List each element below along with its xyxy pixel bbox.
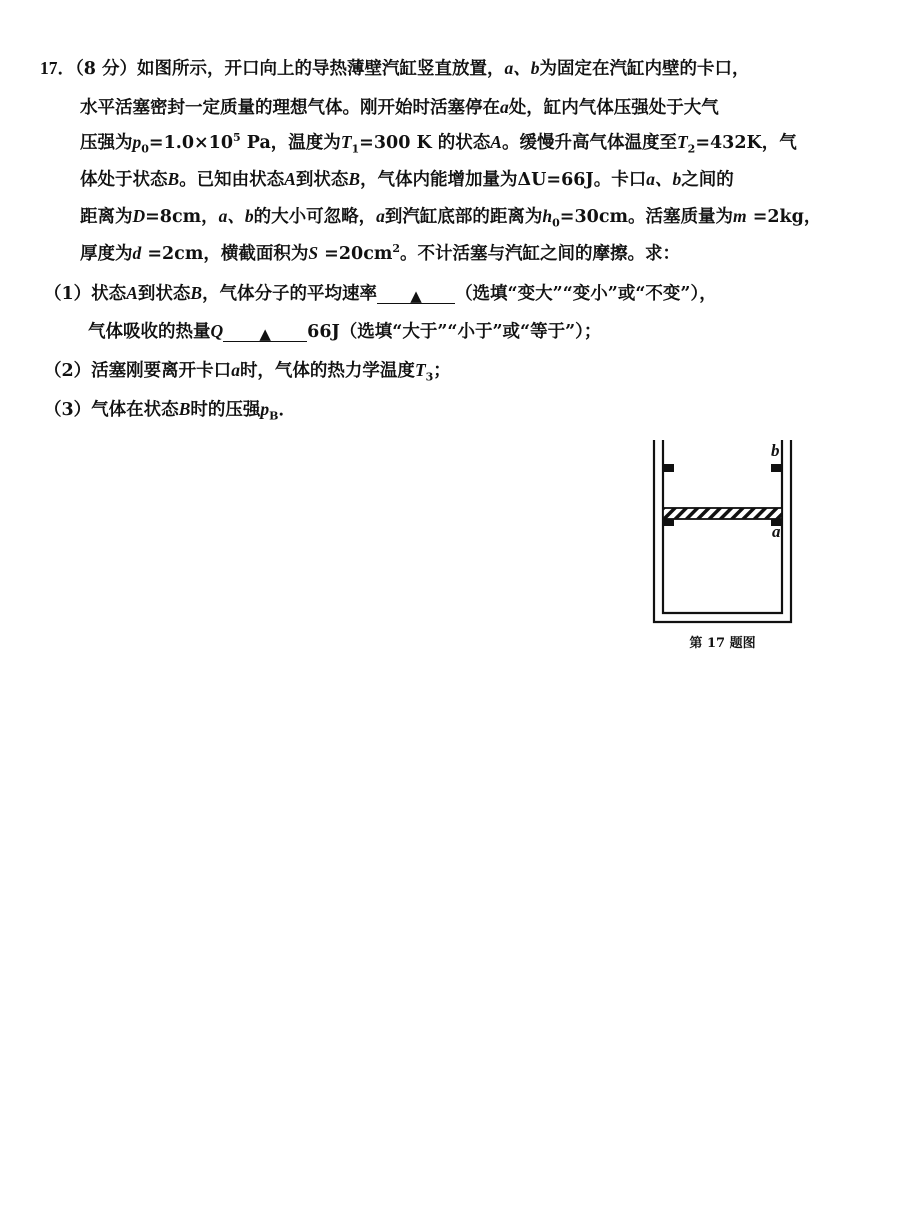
subscript: 1: [351, 142, 360, 156]
figure-caption: 第 17 题图: [689, 636, 756, 651]
var-A: A: [126, 283, 138, 303]
var-T1: T: [340, 132, 352, 152]
piston: [663, 508, 782, 519]
var-D: D: [132, 206, 146, 226]
text: 时的压强: [190, 400, 261, 420]
text: ，气体内能增加量为ΔU=66J。卡口: [360, 170, 647, 190]
text: 之间的: [681, 170, 734, 190]
text: =8cm，: [145, 207, 219, 227]
text: =2kg，: [746, 207, 822, 227]
var-ab: a、b: [218, 206, 254, 226]
problem-line-5: [80, 203, 821, 230]
problem-line-1: [40, 55, 750, 82]
subscript: 3: [425, 370, 434, 384]
text: （选填“变大”“变小”或“不变”），: [455, 284, 717, 304]
var-B: B: [190, 283, 203, 303]
var-Q: Q: [210, 321, 224, 341]
var-A: A: [284, 169, 296, 189]
superscript: 5: [233, 131, 241, 145]
text: 如图所示，开口向上的导热薄壁汽缸竖直放置，: [137, 59, 505, 79]
cylinder-figure: [650, 440, 795, 650]
var-ab: a、b: [646, 169, 682, 189]
var-T3: T: [414, 360, 426, 380]
text: （3）气体在状态: [44, 400, 179, 420]
text: 水平活塞密封一定质量的理想气体。刚开始时活塞停在: [80, 98, 500, 118]
cylinder-outer-wall: [654, 440, 791, 622]
text: 。不计活塞与汽缸之间的摩擦。求：: [400, 244, 681, 264]
question-2: [44, 357, 451, 384]
problem-points: （8 分）: [75, 59, 138, 79]
text: 到汽缸底部的距离为: [384, 207, 543, 227]
text: =1.0×10: [148, 133, 234, 153]
var-B: B: [178, 399, 191, 419]
stopper-b-right: [771, 464, 782, 472]
text: 时，气体的热力学温度: [239, 361, 415, 381]
subscript: 0: [552, 216, 560, 230]
var-B: B: [348, 169, 361, 189]
text: 处，缸内气体压强处于大气: [508, 98, 719, 118]
text: ，气体分子的平均速率: [202, 284, 378, 304]
text: =432K，气: [695, 133, 797, 153]
var-d: d: [132, 243, 142, 263]
question-3: [44, 396, 296, 423]
var-T2: T: [676, 132, 688, 152]
text: 厚度为: [80, 244, 133, 264]
text: 到状态: [137, 284, 191, 304]
question-1-line-2: [88, 318, 601, 345]
text: =30cm。活塞质量为: [559, 207, 733, 227]
var-p0: p: [132, 132, 142, 152]
text: 体处于状态: [80, 170, 168, 190]
text: （2）活塞刚要离开卡口: [44, 361, 232, 381]
var-a: a: [231, 360, 240, 380]
answer-blank-2[interactable]: [223, 321, 307, 342]
text: 66J（选填“大于”“小于”或“等于”）；: [307, 322, 602, 342]
text: 。已知由状态: [179, 170, 285, 190]
var-a: a: [376, 206, 385, 226]
text: ；: [433, 361, 451, 381]
problem-line-6: [80, 240, 680, 267]
superscript: 2: [392, 242, 401, 256]
text: 。缓慢升高气体温度至: [501, 133, 677, 153]
var-S: S: [308, 243, 319, 263]
var-ab: a、b: [504, 58, 540, 78]
text: 的大小可忽略，: [253, 207, 377, 227]
problem-number: 17．: [40, 58, 75, 78]
subscript: 2: [687, 142, 696, 156]
problem-line-4: [80, 166, 734, 193]
var-m: m: [733, 206, 747, 226]
triangle-icon: ▲: [410, 287, 422, 305]
label-b: b: [771, 441, 780, 460]
text: =20cm: [318, 244, 393, 264]
question-1-line-1: [44, 280, 717, 307]
problem-line-3: [80, 129, 797, 156]
stopper-b-left: [663, 464, 674, 472]
text: 压强为: [80, 133, 133, 153]
var-a: a: [500, 97, 509, 117]
text: Pa，温度为: [240, 133, 341, 153]
text: （1）状态: [44, 284, 127, 304]
subscript: B: [269, 409, 279, 423]
text: =2cm，横截面积为: [141, 244, 309, 264]
triangle-icon: ▲: [259, 325, 271, 343]
var-A: A: [490, 132, 502, 152]
label-a: a: [772, 522, 781, 541]
text: 为固定在汽缸内壁的卡口，: [539, 59, 750, 79]
text: 气体吸收的热量: [88, 322, 211, 342]
answer-blank-1[interactable]: [377, 283, 455, 304]
text: ．: [278, 400, 296, 420]
text: 到状态: [295, 170, 349, 190]
stopper-a-left: [663, 519, 674, 526]
subscript: 0: [141, 142, 149, 156]
var-pB: p: [260, 399, 270, 419]
problem-line-2: [80, 94, 719, 121]
var-h0: h: [542, 206, 553, 226]
text: =300 K 的状态: [359, 133, 491, 153]
var-B: B: [167, 169, 180, 189]
text: 距离为: [80, 207, 133, 227]
cylinder-inner-wall: [663, 440, 782, 613]
